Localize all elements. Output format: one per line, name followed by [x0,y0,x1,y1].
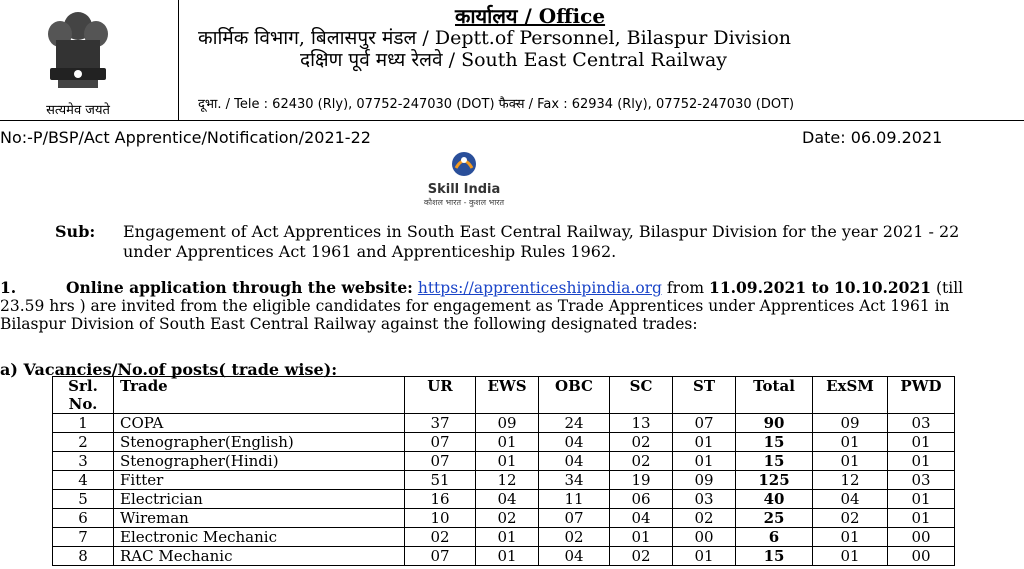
table-cell: 01 [673,433,736,452]
table-cell: 7 [53,528,114,547]
paragraph-1 [0,279,1010,333]
from-text: from [666,279,705,297]
table-cell: 01 [813,547,888,566]
col-st: ST [673,377,736,414]
table-cell: 04 [539,452,610,471]
table-cell: 01 [610,528,673,547]
table-row [53,414,955,433]
table-cell: 02 [539,528,610,547]
table-cell: Fitter [114,471,405,490]
table-cell: 03 [888,414,955,433]
table-cell: 07 [539,509,610,528]
table-cell: 24 [539,414,610,433]
table-cell: Electrician [114,490,405,509]
paragraph-lead: Online application through the website: [66,278,413,297]
table-cell: 02 [610,452,673,471]
table-cell: 01 [673,452,736,471]
notification-ref-no: No:-P/BSP/Act Apprentice/Notification/2021-22 [0,128,371,147]
table-cell: 04 [539,433,610,452]
skill-india-name: Skill India [427,182,501,197]
table-cell: 07 [405,433,476,452]
table-cell: 01 [476,433,539,452]
table-cell: 01 [476,547,539,566]
table-cell: 01 [888,452,955,471]
department-line: कार्मिक विभाग, बिलासपुर मंडल / Deptt.of Personnel, Bilaspur Division [198,27,791,49]
table-cell: 04 [476,490,539,509]
skill-india-tagline: कौशल भारत - कुशल भारत [423,198,505,207]
table-cell: 15 [736,433,813,452]
table-cell: 12 [476,471,539,490]
col-obc: OBC [539,377,610,414]
col-exsm: ExSM [813,377,888,414]
table-cell: 03 [888,471,955,490]
table-cell: 10 [405,509,476,528]
office-title: कार्यालय / Office [455,4,606,28]
table-cell: 8 [53,547,114,566]
vacancies-table [52,376,955,566]
table-cell: 02 [610,547,673,566]
table-cell: 16 [405,490,476,509]
subject-label: Sub: [55,222,96,241]
table-cell: Electronic Mechanic [114,528,405,547]
end-date: 10.10.2021 [833,278,932,297]
table-cell: 00 [673,528,736,547]
table-cell: 04 [539,547,610,566]
table-cell: 5 [53,490,114,509]
table-cell: 4 [53,471,114,490]
table-cell: 15 [736,547,813,566]
table-cell: 01 [888,509,955,528]
table-row [53,509,955,528]
apprenticeship-website-link[interactable]: https://apprenticeshipindia.org [417,279,662,297]
table-cell: 01 [888,433,955,452]
table-cell: 12 [813,471,888,490]
table-row [53,547,955,566]
ashoka-emblem-icon [38,4,118,96]
table-cell: 40 [736,490,813,509]
table-cell: 03 [673,490,736,509]
table-header-row [53,377,955,414]
paragraph-rest: (till 23.59 hrs ) are invited from the eligible candidates for engagement as Trade Apprentices under Apprentices Act 1961 in Bilaspur Division of South East Central Railway against the following designated trades: [0,279,964,333]
table-cell: 04 [610,509,673,528]
col-trade: Trade [114,377,405,414]
table-cell: 07 [405,547,476,566]
table-cell: 3 [53,452,114,471]
table-cell: 1 [53,414,114,433]
table-cell: 09 [476,414,539,433]
col-total: Total [736,377,813,414]
skill-india-logo [400,150,528,208]
table-cell: 15 [736,452,813,471]
table-cell: 01 [888,490,955,509]
railway-line: दक्षिण पूर्व मध्य रेलवे / South East Central Railway [300,49,728,71]
notification-date: Date: 06.09.2021 [802,128,943,147]
table-cell: 06 [610,490,673,509]
table-row [53,528,955,547]
table-cell: 00 [888,528,955,547]
table-cell: 01 [813,452,888,471]
table-cell: 6 [53,509,114,528]
table-cell: 07 [673,414,736,433]
vacancies-caption: a) Vacancies/No.of posts( trade wise): [0,360,338,379]
table-cell: Stenographer(Hindi) [114,452,405,471]
col-sc: SC [610,377,673,414]
skill-india-icon [446,150,482,178]
table-cell: 37 [405,414,476,433]
national-emblem [18,4,138,116]
table-cell: 04 [813,490,888,509]
header-divider-vertical [178,0,179,120]
table-cell: Stenographer(English) [114,433,405,452]
table-cell: 01 [813,528,888,547]
table-cell: 125 [736,471,813,490]
table-cell: Wireman [114,509,405,528]
col-ews: EWS [476,377,539,414]
table-cell: 51 [405,471,476,490]
table-cell: 01 [476,452,539,471]
table-cell: 19 [610,471,673,490]
table-cell: 34 [539,471,610,490]
table-cell: 02 [673,509,736,528]
table-cell: 09 [813,414,888,433]
col-srl-no: Srl. No. [53,377,114,414]
table-cell: 02 [610,433,673,452]
table-cell: 90 [736,414,813,433]
vacancies-table-body [53,414,955,566]
table-cell: 02 [405,528,476,547]
table-row [53,471,955,490]
table-row [53,452,955,471]
table-cell: 01 [476,528,539,547]
table-cell: 2 [53,433,114,452]
start-date: 11.09.2021 to [709,278,830,297]
table-cell: 00 [888,547,955,566]
col-pwd: PWD [888,377,955,414]
table-cell: RAC Mechanic [114,547,405,566]
table-cell: 02 [813,509,888,528]
contact-line: दूभा. / Tele : 62430 (Rly), 07752-247030 (DOT) फैक्स / Fax : 62934 (Rly), 07752-247030 (DOT) [198,97,795,112]
table-cell: 02 [476,509,539,528]
table-cell: 25 [736,509,813,528]
table-cell: 6 [736,528,813,547]
table-cell: 07 [405,452,476,471]
table-cell: 11 [539,490,610,509]
col-ur: UR [405,377,476,414]
table-cell: 13 [610,414,673,433]
table-row [53,490,955,509]
table-cell: 09 [673,471,736,490]
table-cell: 01 [673,547,736,566]
table-cell: 01 [813,433,888,452]
emblem-motto: सत्यमेव जयते [46,103,110,118]
table-row [53,433,955,452]
table-cell: COPA [114,414,405,433]
paragraph-number: 1. [0,278,17,297]
subject-text: Engagement of Act Apprentices in South East Central Railway, Bilaspur Division for the year 2021 - 22 under Apprentices Act 1961 and Apprenticeship Rules 1962. [123,222,960,261]
header-divider-horizontal [0,120,1024,121]
